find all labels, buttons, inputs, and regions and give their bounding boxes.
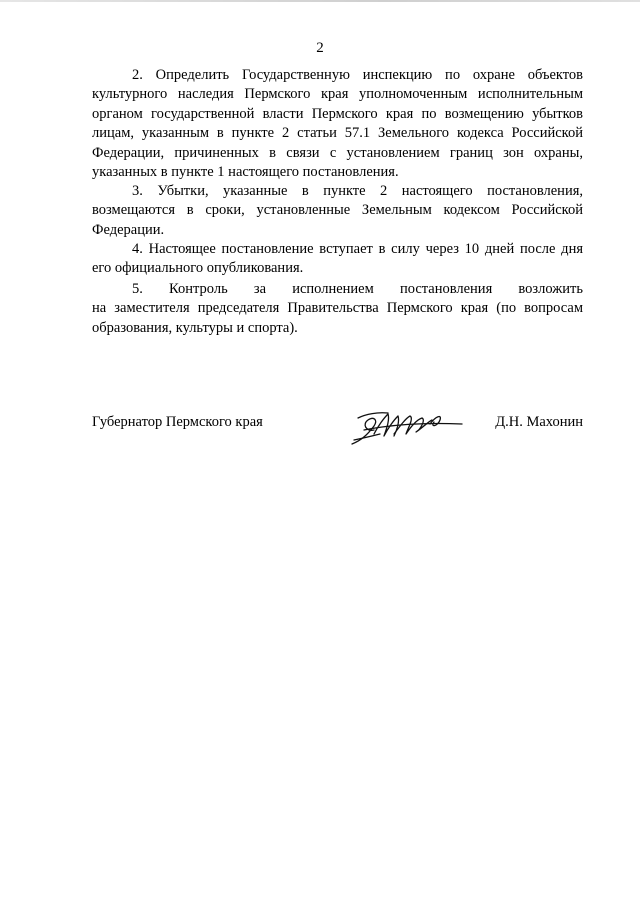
signature-block xyxy=(92,410,583,450)
paragraph-line: 3. Убытки, указанные в пункте 2 настоящего постановления, xyxy=(132,183,583,199)
paragraph-5 xyxy=(92,280,583,338)
paragraph-line: культурного наследия Пермского края уполномоченным исполнительным xyxy=(92,86,583,103)
paragraph-line: образования, культуры и спорта). xyxy=(92,319,298,336)
scan-edge xyxy=(0,0,640,2)
paragraph-4 xyxy=(92,240,583,279)
paragraph-line: лицам, указанным в пункте 2 статьи 57.1 Земельного кодекса Российской xyxy=(92,125,583,142)
page-number: 2 xyxy=(316,40,324,56)
paragraph-line: Федерации, причиненных в связи с установлением границ зон охраны, xyxy=(92,144,583,161)
paragraph-line: Федерации. xyxy=(92,221,165,238)
paragraph-line: органом государственной власти Пермского края по возмещению убытков xyxy=(92,105,583,122)
paragraph-2 xyxy=(92,66,583,182)
paragraph-line: его официального опубликования. xyxy=(92,260,304,277)
paragraph-line: 2. Определить Государственную инспекцию по охране объектов xyxy=(132,67,583,83)
signatory-title: Губернатор Пермского края xyxy=(92,414,263,430)
signatory-name: Д.Н. Махонин xyxy=(495,414,583,430)
paragraph-line: указанных в пункте 1 настоящего постановления. xyxy=(92,163,399,180)
paragraph-line: 5. Контроль за исполнением постановления возложить xyxy=(132,281,583,297)
paragraph-line: возмещаются в сроки, установленные Земельным кодексом Российской xyxy=(92,202,583,219)
paragraph-line: на заместителя председателя Правительства Пермского края (по вопросам xyxy=(92,300,583,317)
handwritten-signature xyxy=(344,404,464,448)
paragraph-3 xyxy=(92,182,583,240)
paragraph-line: 4. Настоящее постановление вступает в силу через 10 дней после дня xyxy=(132,241,583,257)
